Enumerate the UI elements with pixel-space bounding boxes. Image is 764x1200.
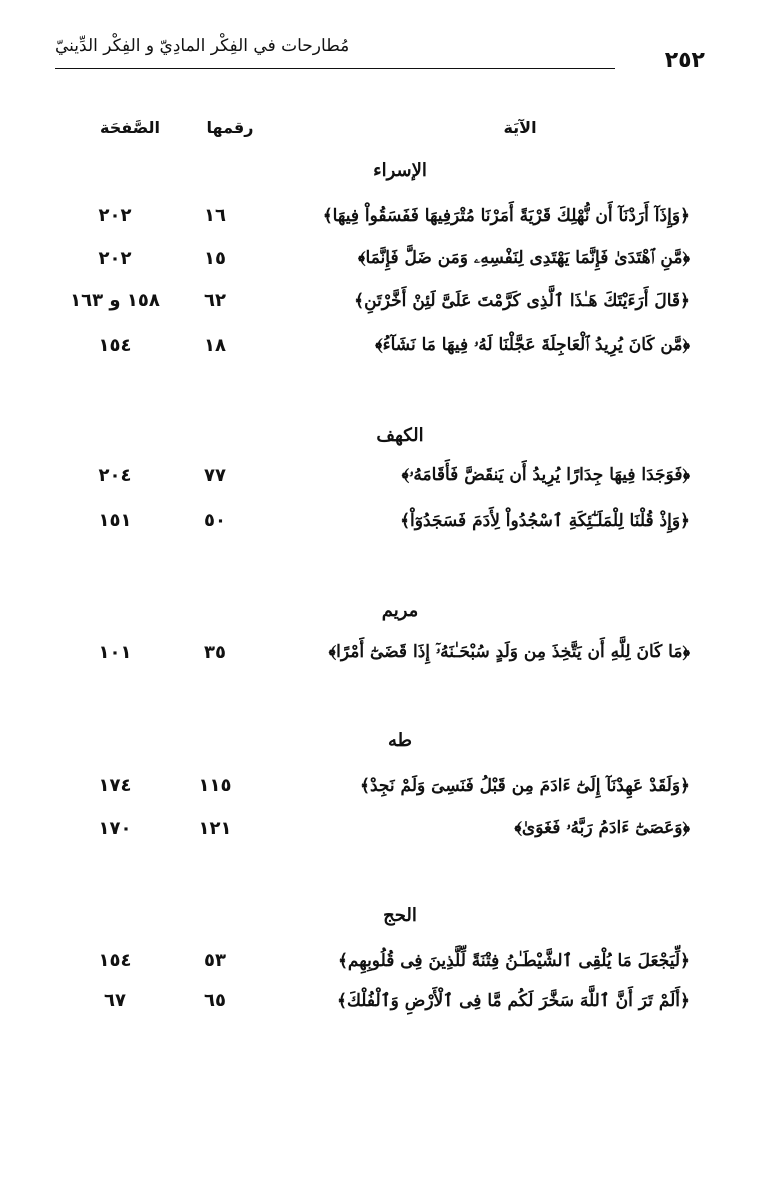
table-row <box>40 510 690 544</box>
verse-number: ٥٣ <box>204 950 226 971</box>
table-row <box>40 205 690 239</box>
verse-text: ﴿فَوَجَدَا فِيهَا جِدَارًا يُرِيدُ أَن يَنقَضَّ فَأَقَامَهُۥ﴾ <box>401 465 690 485</box>
header-rule <box>55 68 615 69</box>
verse-text: ﴿وَإِذْ قُلْنَا لِلْمَلَـٰٓئِكَةِ ٱسْجُدُواْ لِأَدَمَ فَسَجَدُوٓاْ﴾ <box>400 511 690 531</box>
table-row <box>40 818 690 852</box>
table-row <box>40 775 690 809</box>
page-reference: ١٥٨ و ١٦٣ <box>70 290 160 311</box>
verse-number: ٦٥ <box>204 990 226 1011</box>
table-row <box>40 465 690 499</box>
table-row <box>40 642 690 676</box>
page-reference: ١٧٤ <box>98 775 132 796</box>
page-reference: ٢٠٤ <box>98 465 132 486</box>
surah-title: مريم <box>381 600 419 621</box>
table-row <box>40 248 690 282</box>
verse-text: ﴿أَلَمْ تَرَ أَنَّ ٱللَّهَ سَخَّرَ لَكُم مَّا فِى ٱلْأَرْضِ وَٱلْفُلْكَ﴾ <box>337 991 690 1011</box>
verse-text: ﴿مَّن كَانَ يُرِيدُ ٱلْعَاجِلَةَ عَجَّلْنَا لَهُۥ فِيهَا مَا نَشَآءُ﴾ <box>375 335 690 355</box>
verse-text: ﴿لِّيَجْعَلَ مَا يُلْقِى ٱلشَّيْطَـٰنُ فِتْنَةً لِّلَّذِينَ فِى قُلُوبِهِم﴾ <box>337 951 690 971</box>
table-row <box>40 990 690 1024</box>
verse-text: ﴿مَّنِ ٱهْتَدَىٰ فَإِنَّمَا يَهْتَدِى لِنَفْسِهِۦ وَمَن ضَلَّ فَإِنَّمَا﴾ <box>358 248 690 268</box>
column-header-verse: الآيَة <box>503 118 537 137</box>
table-row <box>40 950 690 984</box>
page-reference: ٦٧ <box>104 990 126 1011</box>
surah-title: الكهف <box>376 425 424 446</box>
verse-number: ٦٢ <box>204 290 226 311</box>
table-row <box>40 335 690 369</box>
verse-number: ١٥ <box>204 248 226 269</box>
verse-text: ﴿وَعَصَىٰٓ ءَادَمُ رَبَّهُۥ فَغَوَىٰ﴾ <box>514 818 690 838</box>
verse-text: ﴿مَا كَانَ لِلَّهِ أَن يَتَّخِذَ مِن وَلَدٍ سُبْحَـٰنَهُۥٓ إِذَا قَضَىٰٓ أَمْرًا﴾ <box>328 642 690 662</box>
running-title: مُطارحات في الفِكْر المادِيّ و الفِكْر الدِّينيّ <box>55 36 350 56</box>
page-number: ٢٥٢ <box>664 48 705 73</box>
page-reference: ١٠١ <box>98 642 132 663</box>
page-reference: ١٥٤ <box>98 335 132 356</box>
verse-number: ٧٧ <box>204 465 226 486</box>
page-header <box>55 30 705 73</box>
page-reference: ٢٠٢ <box>98 248 132 269</box>
verse-text: ﴿وَلَقَدْ عَهِدْنَآ إِلَىٰٓ ءَادَمَ مِن قَبْلُ فَنَسِىَ وَلَمْ نَجِدْ﴾ <box>360 776 690 796</box>
verse-text: ﴿وَإِذَآ أَرَدْنَآ أَن نُّهْلِكَ قَرْيَةً أَمَرْنَا مُتْرَفِيهَا فَفَسَقُواْ فِيهَا﴾ <box>322 206 690 226</box>
verse-number: ١٦ <box>204 205 226 226</box>
surah-title: الحج <box>383 905 417 926</box>
surah-title: الإسراء <box>373 160 427 181</box>
page-reference: ٢٠٢ <box>98 205 132 226</box>
verse-number: ١٢١ <box>198 818 232 839</box>
column-header-page: الصَّفحَة <box>99 118 160 137</box>
page-reference: ١٥٤ <box>98 950 132 971</box>
verse-number: ١١٥ <box>198 775 232 796</box>
column-header-number: رقمها <box>206 118 254 137</box>
verse-number: ٥٠ <box>204 510 226 531</box>
page-reference: ١٥١ <box>98 510 132 531</box>
table-row <box>40 290 690 324</box>
surah-title: طه <box>388 730 412 751</box>
verse-text: ﴿قَالَ أَرَءَيْتَكَ هَـٰذَا ٱلَّذِى كَرَّمْتَ عَلَىَّ لَئِنْ أَخَّرْتَنِ﴾ <box>354 291 690 311</box>
verse-number: ٣٥ <box>204 642 226 663</box>
page-reference: ١٧٠ <box>98 818 132 839</box>
verse-number: ١٨ <box>204 335 226 356</box>
